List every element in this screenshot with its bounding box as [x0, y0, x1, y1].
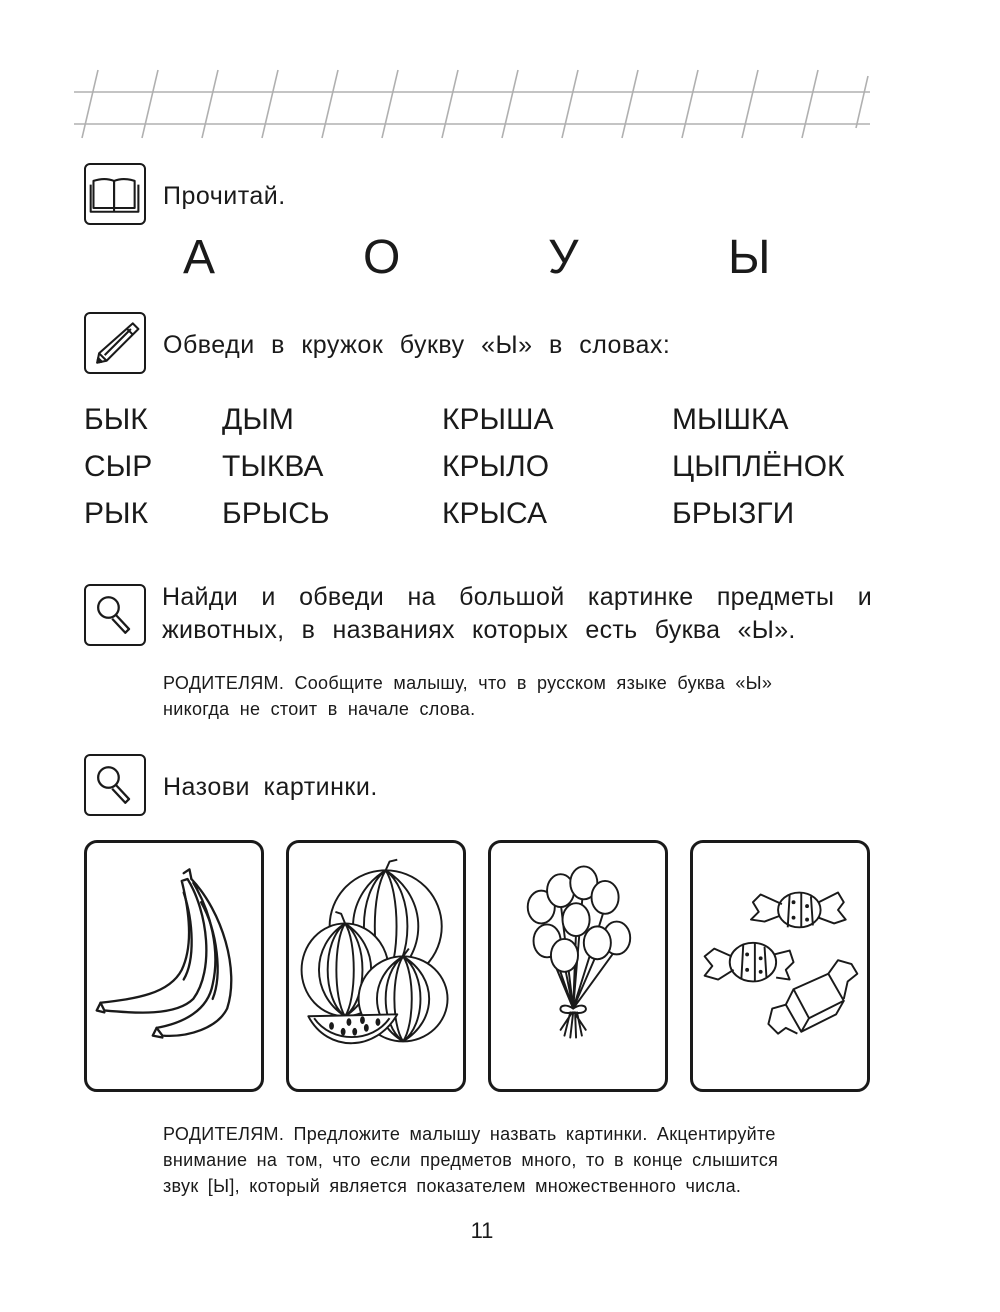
- parents-note-2: [163, 1121, 873, 1199]
- magnifier-icon: [84, 754, 146, 816]
- letter-u: У: [548, 231, 579, 284]
- task2-instruction: Обведи в кружок букву «Ы» в словах:: [163, 331, 671, 359]
- word-myshka: МЫШКА: [672, 403, 789, 436]
- parents-note-2-line2: внимание на том, что если предметов много, то в конце слышится: [163, 1150, 779, 1170]
- task3-instruction: [162, 581, 872, 647]
- balloons-icon: [491, 843, 665, 1089]
- picture-card-watermelons: [286, 840, 466, 1092]
- candies-icon: [693, 843, 867, 1089]
- watermelons-icon: [289, 843, 463, 1089]
- handwriting-lines: [74, 68, 870, 142]
- word-tykva: ТЫКВА: [222, 450, 324, 483]
- parents-note-1-line1: РОДИТЕЛЯМ. Сообщите малышу, что в русском языке буква «Ы»: [163, 673, 773, 693]
- parents-note-2-line1: РОДИТЕЛЯМ. Предложите малышу назвать картинки. Акцентируйте: [163, 1124, 776, 1144]
- parents-note-1: [163, 670, 873, 722]
- task3-line2: животных, в названиях которых есть буква «Ы».: [162, 616, 796, 644]
- bananas-icon: [87, 843, 261, 1089]
- word-krysha: КРЫША: [442, 403, 554, 436]
- parents-note-1-line2: никогда не стоит в начале слова.: [163, 699, 476, 719]
- letter-a: А: [183, 231, 216, 284]
- word-krysa: КРЫСА: [442, 497, 548, 530]
- parents-note-2-line3: звук [Ы], который является показателем множественного числа.: [163, 1176, 742, 1196]
- task1-instruction: Прочитай.: [163, 182, 286, 210]
- picture-card-bananas: [84, 840, 264, 1092]
- word-brys: БРЫСЬ: [222, 497, 330, 530]
- magnifier-icon: [84, 584, 146, 646]
- picture-card-candies: [690, 840, 870, 1092]
- word-krylo: КРЫЛО: [442, 450, 550, 483]
- pencil-icon: [84, 312, 146, 374]
- word-byk: БЫК: [84, 403, 148, 436]
- page-number: 11: [470, 1218, 494, 1243]
- task3-line1: Найди и обведи на большой картинке предметы и: [162, 583, 872, 611]
- word-dym: ДЫМ: [222, 403, 294, 436]
- letter-o: О: [363, 231, 401, 284]
- word-ryk: РЫК: [84, 497, 149, 530]
- task4-instruction: Назови картинки.: [163, 773, 378, 801]
- open-book-icon: [84, 163, 146, 225]
- word-bryzgi: БРЫЗГИ: [672, 497, 795, 530]
- word-tsyplyonok: ЦЫПЛЁНОК: [672, 450, 845, 483]
- picture-card-balloons: [488, 840, 668, 1092]
- letter-y: Ы: [728, 231, 771, 284]
- word-syr: СЫР: [84, 450, 153, 483]
